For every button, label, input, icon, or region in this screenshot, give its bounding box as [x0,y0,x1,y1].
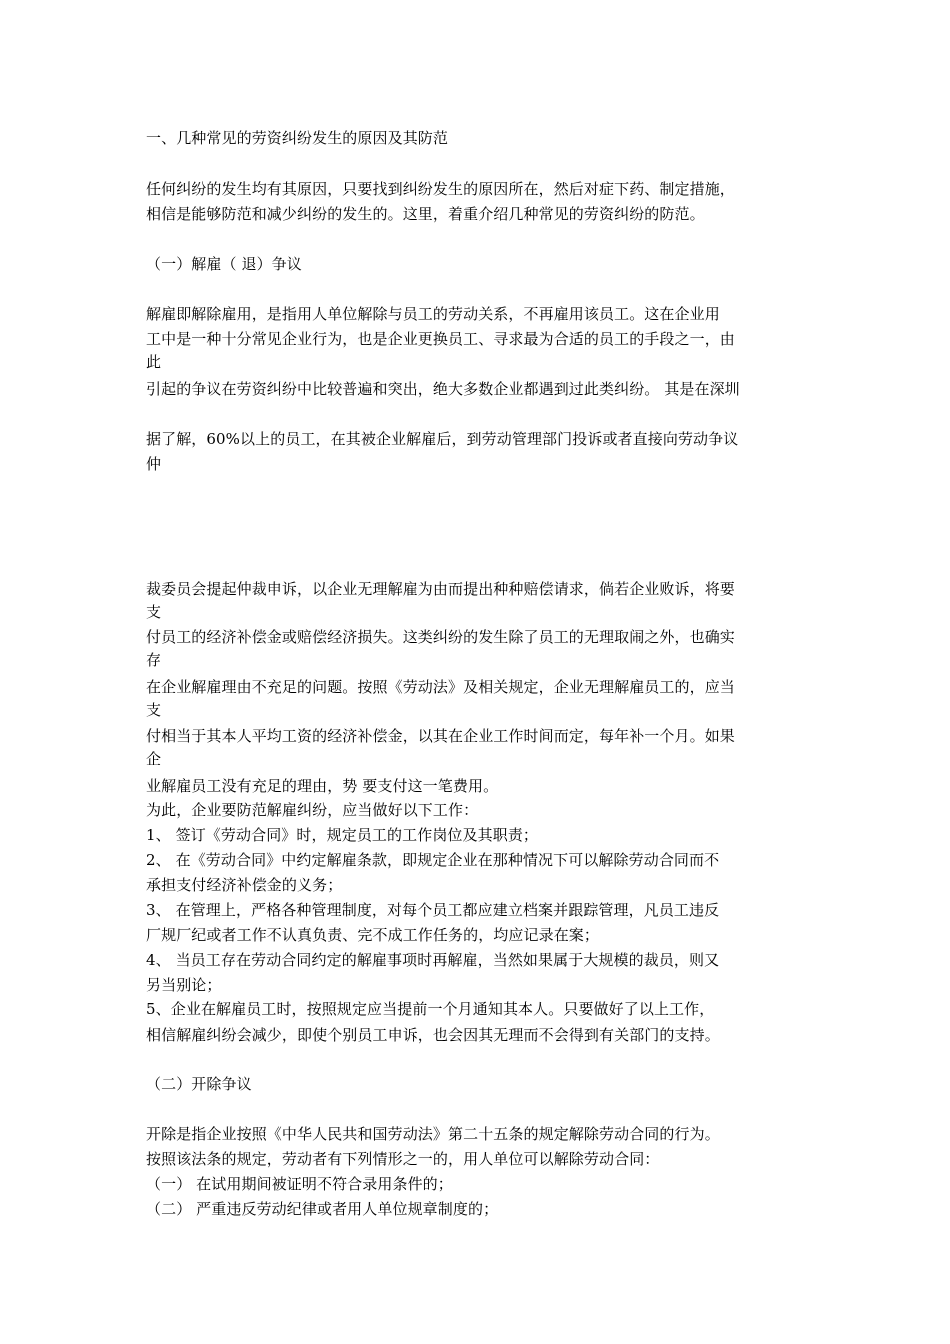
paragraph-line: 按照该法条的规定，劳动者有下列情形之一的，用人单位可以解除劳动合同： [146,1150,660,1168]
list-item: （二） 严重违反劳动纪律或者用人单位规章制度的； [146,1200,499,1218]
section-title-expulsion: （二）开除争议 [146,1075,252,1093]
paragraph-line: 工中是一种十分常见企业行为，也是企业更换员工、寻求最为合适的员工的手段之一，由 [146,330,735,348]
list-item: （一） 在试用期间被证明不符合录用条件的； [146,1175,453,1193]
paragraph-line: 此 [146,353,162,371]
paragraph-line: 裁委员会提起仲裁申诉，以企业无理解雇为由而提出种种赔偿请求，倘若企业败诉，将要 [146,580,735,598]
list-item-continuation: 承担支付经济补偿金的义务； [146,876,343,894]
paragraph-line: 据了解，60%以上的员工，在其被企业解雇后，到劳动管理部门投诉或者直接向劳动争议 [146,430,739,448]
paragraph-line: 业解雇员工没有充足的理由，势 要支付这一笔费用。 [146,777,499,795]
list-item-continuation: 另当别论； [146,976,222,994]
list-item-continuation: 厂规厂纪或者工作不认真负责、完不成工作任务的，均应记录在案； [146,926,600,944]
paragraph-line: 在企业解雇理由不充足的问题。按照《劳动法》及相关规定，企业无理解雇员工的，应当 [146,678,735,696]
list-item: 2、 在《劳动合同》中约定解雇条款，即规定企业在那种情况下可以解除劳动合同而不 [146,851,720,869]
paragraph-line: 支 [146,701,162,719]
paragraph-line: 企 [146,750,162,768]
intro-line: 相信是能够防范和减少纠纷的发生的。这里，着重介绍几种常见的劳资纠纷的防范。 [146,205,705,223]
document-heading: 一、几种常见的劳资纠纷发生的原因及其防范 [146,129,449,147]
paragraph-line: 支 [146,603,162,621]
list-item: 5、企业在解雇员工时，按照规定应当提前一个月通知其本人。只要做好了以上工作， [146,1000,715,1018]
paragraph-line: 相信解雇纠纷会减少，即使个别员工申诉，也会因其无理而不会得到有关部门的支持。 [146,1026,720,1044]
section-title-dismissal: （一）解雇（ 退）争议 [146,255,302,273]
paragraph-line: 存 [146,651,162,669]
paragraph-line: 仲 [146,455,162,473]
paragraph-line: 引起的争议在劳资纠纷中比较普遍和突出，绝大多数企业都遇到过此类纠纷。 其是在深圳 [146,380,740,398]
paragraph-line: 付相当于其本人平均工资的经济补偿金，以其在企业工作时间而定，每年补一个月。如果 [146,727,735,745]
paragraph-line: 为此，企业要防范解雇纠纷，应当做好以下工作： [146,801,479,819]
list-item: 4、 当员工存在劳动合同约定的解雇事项时再解雇，当然如果属于大规模的裁员，则又 [146,951,720,969]
intro-line: 任何纠纷的发生均有其原因，只要找到纠纷发生的原因所在，然后对症下药、制定措施， [146,180,735,198]
paragraph-line: 开除是指企业按照《中华人民共和国劳动法》第二十五条的规定解除劳动合同的行为。 [146,1125,720,1143]
list-item: 3、 在管理上，严格各种管理制度，对每个员工都应建立档案并跟踪管理，凡员工违反 [146,901,720,919]
list-item: 1、 签订《劳动合同》时，规定员工的工作岗位及其职责； [146,826,539,844]
paragraph-line: 解雇即解除雇用，是指用人单位解除与员工的劳动关系，不再雇用该员工。这在企业用 [146,305,720,323]
paragraph-line: 付员工的经济补偿金或赔偿经济损失。这类纠纷的发生除了员工的无理取闹之外，也确实 [146,628,735,646]
